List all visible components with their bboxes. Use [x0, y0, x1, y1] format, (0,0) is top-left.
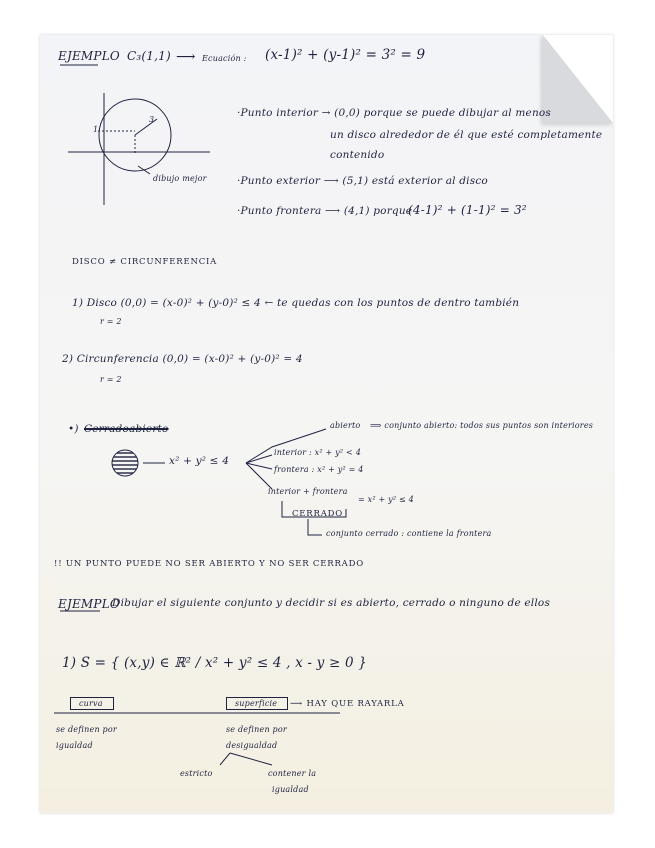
interior-set: interior : x² + y² < 4	[274, 448, 361, 457]
disc-definition: 1) Disco (0,0) = (x-0)² + (y-0)² ≤ 4 ← te quedas con los puntos de dentro también	[72, 297, 520, 309]
arrow-glyph: ⟶	[176, 49, 196, 65]
surface-def-line2: desigualdad	[226, 741, 278, 750]
inequality-main: x² + y² ≤ 4	[169, 455, 230, 467]
label-arrow	[138, 166, 150, 174]
disc-vs-circumference: DISCO ≠ CIRCUNFERENCIA	[72, 257, 218, 267]
contain-line1: contener la	[268, 769, 317, 778]
circle-equation: (x-1)² + (y-1)² = 3² = 9	[265, 47, 426, 63]
set-definition: 1) S = { (x,y) ∈ ℝ² / x² + y² ≤ 4 , x - y ≥ 0 }	[62, 655, 368, 671]
example2-instruction: Dibujar el siguiente conjunto y decidir si es abierto, cerrado o ninguno de ellos	[112, 597, 551, 609]
exterior-point: ·Punto exterior ⟶ (5,1) está exterior al disco	[237, 175, 488, 187]
example2-heading: EJEMPLO	[58, 597, 120, 611]
shade-note: ⟶ HAY QUE RAYARLA	[290, 699, 405, 709]
closed-definition: conjunto cerrado : contiene la frontera	[326, 529, 492, 538]
strict-label: estricto	[180, 769, 213, 778]
warning-note: !! UN PUNTO PUEDE NO SER ABIERTO Y NO SER CERRADO	[54, 559, 364, 569]
boundary-point: ·Punto frontera ⟶ (4,1) porque	[237, 205, 413, 217]
struck-word: Cerradoabierto	[84, 423, 169, 435]
closure-label: interior + frontera	[268, 487, 348, 496]
example-heading: EJEMPLO	[58, 49, 120, 63]
boundary-set: frontera : x² + y² = 4	[274, 465, 364, 474]
interior-point-line1: ·Punto interior → (0,0) porque se puede dibujar al menos	[237, 107, 552, 119]
boundary-equation: (4-1)² + (1-1)² = 3²	[408, 203, 527, 217]
open-definition: ⟹ conjunto abierto: todos sus puntos son interiores	[370, 421, 594, 430]
curve-def-line2: igualdad	[56, 741, 93, 750]
radius-label: 3	[149, 115, 155, 124]
set-label: C₃(1,1)	[127, 49, 171, 63]
axis-tick-label: 1	[93, 125, 99, 134]
shaded-disk	[112, 450, 138, 476]
equation-label: Ecuación :	[202, 54, 247, 63]
notebook-page	[40, 35, 613, 813]
circumference-radius: r = 2	[100, 375, 122, 384]
closure-equation: = x² + y² ≤ 4	[358, 495, 414, 504]
interior-point-line2: un disco alrededor de él que esté completamente	[330, 129, 603, 141]
interior-point-line3: contenido	[330, 149, 385, 161]
open-label: abierto	[330, 421, 361, 430]
circumference-definition: 2) Circunferencia (0,0) = (x-0)² + (y-0)² = 4	[62, 353, 303, 365]
surface-box: superficie	[226, 697, 288, 710]
contain-line2: igualdad	[272, 785, 309, 794]
bullet-mark: •)	[68, 423, 79, 435]
sketch-caption: dibujo mejor	[153, 174, 207, 183]
branch-abierto	[246, 429, 326, 463]
closed-label: CERRADO	[292, 509, 344, 519]
curve-def-line1: se definen por	[56, 725, 117, 734]
disc-radius: r = 2	[100, 317, 122, 326]
curve-box: curva	[70, 697, 114, 710]
surface-def-line1: se definen por	[226, 725, 287, 734]
